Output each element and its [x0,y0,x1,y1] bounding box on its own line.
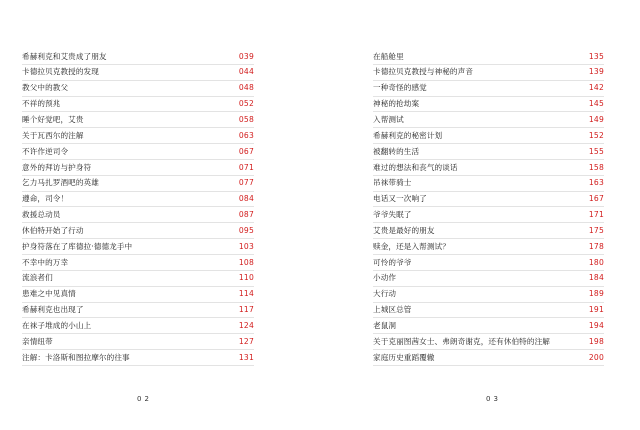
toc-entry-title: 意外的拜访与护身符 [22,162,92,172]
toc-entry-page-number: 077 [238,178,254,188]
toc-entry [22,255,254,271]
toc-entry-title: 患难之中见真情 [22,289,76,299]
toc-entry [22,97,254,113]
toc-entry [373,350,604,366]
toc-entry [22,350,254,366]
toc-entry-title: 流浪者们 [22,273,53,283]
toc-entry [373,144,604,160]
toc-list-right [373,49,604,366]
toc-entry-title: 希赫利克的秘密计划 [373,130,443,140]
toc-entry [373,176,604,192]
toc-entry [22,65,254,81]
toc-entry [373,318,604,334]
toc-entry-page-number: 171 [588,210,604,220]
toc-entry [373,287,604,303]
toc-entry [22,144,254,160]
toc-entry-page-number: 048 [238,83,254,93]
toc-entry-title: 吊袜带骑士 [373,178,412,188]
toc-entry-page-number: 071 [238,162,254,172]
toc-entry-title: 救援总动员 [22,210,61,220]
toc-entry-title: 关于克丽图茜女士、弗朗奇谢克，还有休伯特的注解 [373,336,550,346]
toc-entry-title: 教父中的教父 [22,83,69,93]
toc-entry-page-number: 084 [238,194,254,204]
toc-entry-title: 休伯特开始了行动 [22,225,84,235]
toc-entry-title: 在袜子堆成的小山上 [22,320,92,330]
toc-entry-title: 卡德拉贝克教授的发现 [22,67,99,77]
toc-entry [22,49,254,65]
toc-entry-title: 注解：卡洛斯和图拉摩尔的往事 [22,352,130,362]
toc-entry-title: 卡德拉贝克教授与神秘的声音 [373,67,474,77]
toc-entry-page-number: 142 [588,83,604,93]
toc-entry-page-number: 095 [238,225,254,235]
toc-entry-page-number: 152 [588,130,604,140]
toc-entry [22,160,254,176]
toc-entry-title: 爷爷失眠了 [373,210,412,220]
toc-entry-title: 小动作 [373,273,397,283]
toc-entry-page-number: 175 [588,225,604,235]
toc-entry-page-number: 108 [238,257,254,267]
toc-entry [22,223,254,239]
toc-entry [22,239,254,255]
toc-entry [373,81,604,97]
toc-entry-title: 护身符落在了库德拉·德德龙手中 [22,241,133,251]
toc-entry [22,334,254,350]
toc-entry-title: 亲情纽带 [22,336,53,346]
toc-entry [373,334,604,350]
toc-entry-page-number: 194 [588,320,604,330]
toc-entry-title: 艾贵是最好的朋友 [373,225,435,235]
toc-entry-page-number: 178 [588,241,604,251]
toc-entry [373,239,604,255]
toc-entry-page-number: 067 [238,146,254,156]
toc-entry-title: 电话又一次响了 [373,194,427,204]
toc-entry [373,49,604,65]
toc-entry-page-number: 167 [588,194,604,204]
toc-entry-page-number: 163 [588,178,604,188]
toc-entry [373,160,604,176]
toc-entry-title: 老鼠洞 [373,320,397,330]
toc-entry [22,192,254,208]
toc-entry [373,271,604,287]
toc-entry-page-number: 149 [588,115,604,124]
toc-entry-title: 关于瓦西尔的注解 [22,130,84,140]
toc-entry-page-number: 135 [588,51,604,61]
toc-entry-title: 乞力马扎罗酒吧的英雄 [22,178,99,188]
toc-entry-page-number: 139 [588,67,604,77]
toc-entry-page-number: 145 [588,99,604,109]
toc-entry-page-number: 110 [238,273,254,283]
toc-entry-title: 家庭历史重蹈覆辙 [373,352,435,362]
toc-entry [22,81,254,97]
toc-entry-page-number: 180 [588,257,604,267]
toc-entry [22,303,254,319]
toc-entry-title: 大行动 [373,289,397,299]
toc-entry [22,318,254,334]
toc-entry-page-number: 131 [238,352,254,362]
toc-entry-title: 希赫利克和艾贵成了朋友 [22,51,107,61]
toc-entry [373,112,604,128]
toc-entry-title: 不幸中的万幸 [22,257,69,267]
toc-entry-page-number: 124 [238,320,254,330]
page-folio-left: 02 [137,395,152,403]
toc-entry-page-number: 087 [238,210,254,220]
toc-entry-title: 不许作逆司令 [22,146,69,156]
toc-entry [373,65,604,81]
toc-entry [373,192,604,208]
toc-entry-page-number: 114 [238,289,254,299]
toc-entry [373,128,604,144]
page-folio-right: 03 [486,395,501,403]
toc-entry-page-number: 158 [588,162,604,172]
toc-entry-title: 睡个好觉吧，艾贵 [22,115,84,124]
toc-entry [22,207,254,223]
toc-entry-title: 一种奇怪的感觉 [373,83,427,93]
toc-entry-page-number: 039 [238,51,254,61]
toc-entry-title: 希赫利克也出现了 [22,305,84,315]
toc-entry-title: 不祥的预兆 [22,99,61,109]
toc-entry-title: 上城区总管 [373,305,412,315]
toc-entry-page-number: 184 [588,273,604,283]
toc-entry-page-number: 103 [238,241,254,251]
toc-entry [373,223,604,239]
toc-entry-page-number: 063 [238,130,254,140]
toc-entry-title: 赎金，还是入帮测试？ [373,241,450,251]
toc-entry [22,128,254,144]
toc-entry-title: 遵命，司令！ [22,194,69,204]
toc-entry-page-number: 058 [238,115,254,124]
toc-entry [22,176,254,192]
toc-entry-page-number: 127 [238,336,254,346]
toc-entry [22,112,254,128]
toc-entry [373,303,604,319]
toc-entry-title: 难过的想法和丧气的谈话 [373,162,458,172]
toc-entry-page-number: 044 [238,67,254,77]
toc-entry-title: 入帮测试 [373,115,404,124]
toc-entry-page-number: 052 [238,99,254,109]
toc-list-left [22,49,254,366]
toc-entry-title: 可怜的爷爷 [373,257,412,267]
toc-entry-page-number: 155 [588,146,604,156]
toc-entry-page-number: 198 [588,336,604,346]
toc-entry-title: 被翻转的生活 [373,146,420,156]
toc-entry [373,207,604,223]
toc-entry-page-number: 117 [238,305,254,315]
toc-entry [22,287,254,303]
left-page [22,0,254,430]
toc-entry-page-number: 191 [588,305,604,315]
toc-entry [373,255,604,271]
right-page [373,0,604,430]
toc-entry [373,97,604,113]
toc-entry-title: 神秘的抢劫案 [373,99,420,109]
toc-entry-page-number: 200 [588,352,604,362]
toc-entry [22,271,254,287]
toc-entry-title: 在船舱里 [373,51,404,61]
toc-entry-page-number: 189 [588,289,604,299]
